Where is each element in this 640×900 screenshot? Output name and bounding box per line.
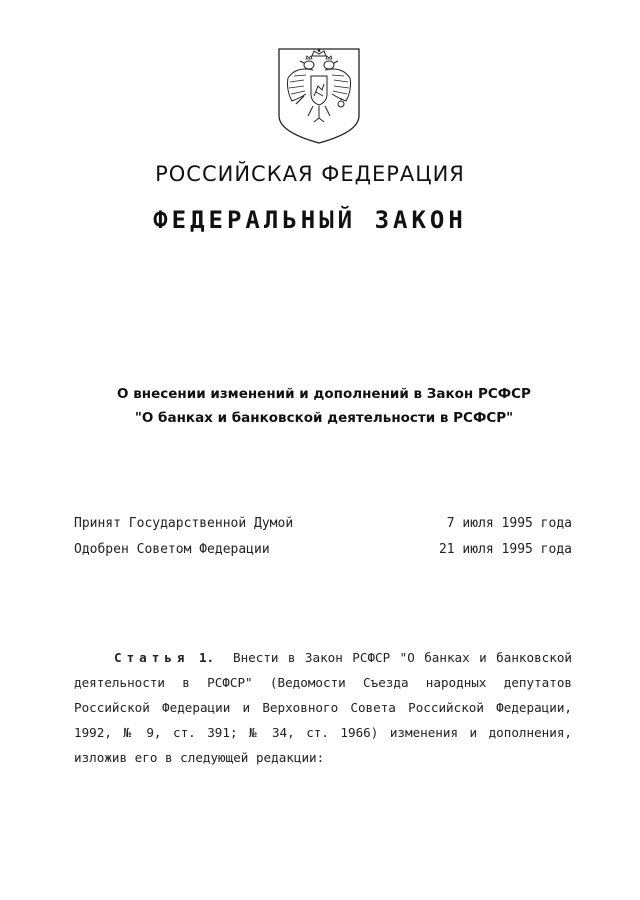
article-text: Внести в Закон РСФСР "О банках и банковской деятельности в РСФСР" (Ведомости Съезда народных депутатов Российской Федерации и Верховного Совета Российской Федерации, 1992, № 9, ст. 391; № 34, ст. 1966) изменения и дополнения, изложив его в следующей редакции: (74, 650, 572, 765)
approval-council-row (74, 542, 572, 557)
adoption-duma-row (74, 516, 572, 531)
approval-council-date: 21 июля 1995 года (438, 542, 572, 557)
coat-of-arms-emblem (276, 46, 362, 146)
article-heading: Статья (114, 650, 190, 665)
approval-council-label: Одобрен Советом Федерации (74, 542, 270, 557)
article-1-paragraph (74, 645, 572, 770)
law-type-heading: ФЕДЕРАЛЬНЫЙ ЗАКОН (153, 206, 467, 234)
adoption-duma-date: 7 июля 1995 года (446, 516, 572, 531)
law-title-line-2: "О банках и банковской деятельности в РСФСР" (134, 410, 514, 426)
law-title-line-1: О внесении изменений и дополнений в Закон РСФСР (117, 386, 531, 402)
adoption-duma-label: Принят Государственной Думой (74, 516, 294, 531)
country-name: РОССИЙСКАЯ ФЕДЕРАЦИЯ (155, 162, 465, 186)
article-number: 1. (198, 650, 215, 665)
